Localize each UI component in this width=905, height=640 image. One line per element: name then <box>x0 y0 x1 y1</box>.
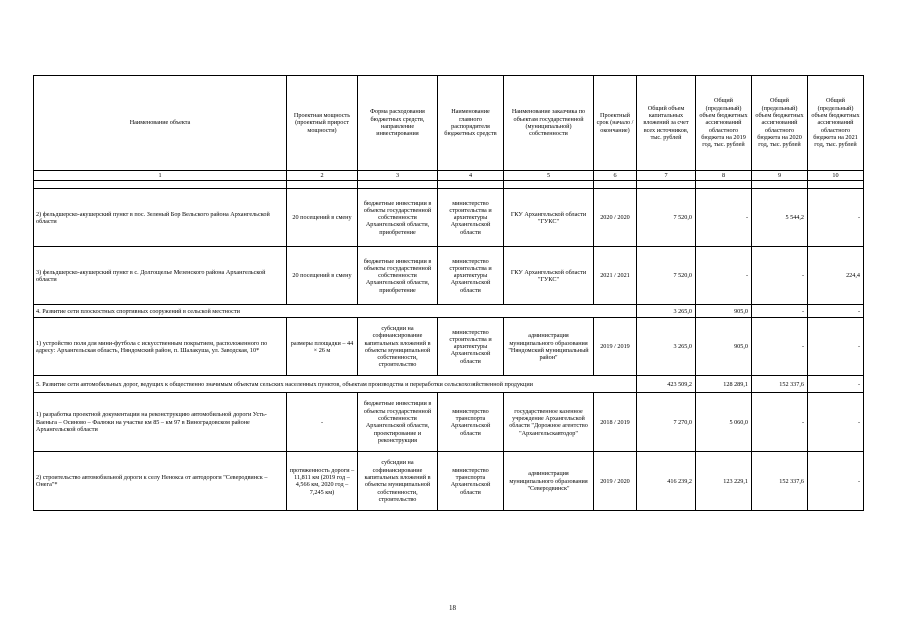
form-cell: бюджетные инвестиции в объекты государственной собственности Архангельской области, приобретение <box>358 247 438 305</box>
header-cell: Наименование объекта <box>34 76 287 171</box>
form-cell: субсидии на софинансирование капитальных вложений в объекты муниципальной собственности, строительство <box>358 318 438 376</box>
y2020-cell: - <box>752 318 808 376</box>
y2021-cell: - <box>808 393 864 452</box>
header-cell: Общий объем капитальных вложений за счет всех источников, тыс. рублей <box>637 76 696 171</box>
object-name: 2) фельдшерско-акушерский пункт в пос. Зеленый Бор Вельского района Архангельской области <box>34 189 287 247</box>
table-row <box>34 393 864 452</box>
column-number: 3 <box>358 171 438 181</box>
total-cell: 3 265,0 <box>637 305 696 318</box>
page-number: 18 <box>449 604 456 612</box>
table-row <box>34 247 864 305</box>
y2020-cell: - <box>752 393 808 452</box>
column-number-row <box>34 171 864 181</box>
y2020-cell: - <box>752 305 808 318</box>
column-number: 10 <box>808 171 864 181</box>
column-number: 7 <box>637 171 696 181</box>
object-name: 2) строительство автомобильной дороги к селу Ненокса от автодороги "Северодвинск – Онега"* <box>34 452 287 511</box>
y2019-cell: 5 060,0 <box>696 393 752 452</box>
y2019-cell: 905,0 <box>696 305 752 318</box>
customer-cell: государственное казенное учреждение Архангельской области "Дорожное агентство "Архангельскавтодор" <box>504 393 594 452</box>
total-cell: 7 270,0 <box>637 393 696 452</box>
y2021-cell: - <box>808 452 864 511</box>
total-cell: 7 520,0 <box>637 247 696 305</box>
section-title: 5. Развитие сети автомобильных дорог, ведущих к общественно значимым объектам сельских населенных пунктов, объектам производства и переработки сельскохозяйственной продукции <box>34 376 637 393</box>
total-cell: 423 509,2 <box>637 376 696 393</box>
manager-cell: министерство транспорта Архангельской области <box>438 393 504 452</box>
customer-cell: ГКУ Архангельской области "ГУКС" <box>504 189 594 247</box>
customer-cell: ГКУ Архангельской области "ГУКС" <box>504 247 594 305</box>
capacity-cell: 20 посещений в смену <box>287 189 358 247</box>
section-row <box>34 376 864 393</box>
y2019-cell: - <box>696 247 752 305</box>
total-cell: 3 265,0 <box>637 318 696 376</box>
total-cell: 416 239,2 <box>637 452 696 511</box>
column-number: 9 <box>752 171 808 181</box>
y2020-cell: 152 337,6 <box>752 376 808 393</box>
y2020-cell: 152 337,6 <box>752 452 808 511</box>
capacity-cell: - <box>287 393 358 452</box>
term-cell: 2021 / 2021 <box>594 247 637 305</box>
term-cell: 2020 / 2020 <box>594 189 637 247</box>
y2021-cell: 224,4 <box>808 247 864 305</box>
column-number: 6 <box>594 171 637 181</box>
y2021-cell: - <box>808 376 864 393</box>
y2021-cell: - <box>808 305 864 318</box>
term-cell: 2018 / 2019 <box>594 393 637 452</box>
y2020-cell: - <box>752 247 808 305</box>
object-name: 1) устройство поля для мини-футбола с искусственным покрытием, расположенного по адресу: Архангельская область, Няндомский район, п. Шалакуша, ул. Заводская, 10* <box>34 318 287 376</box>
y2019-cell: 128 289,1 <box>696 376 752 393</box>
form-cell: бюджетные инвестиции в объекты государственной собственности Архангельской области, приобретение <box>358 189 438 247</box>
manager-cell: министерство строительства и архитектуры Архангельской области <box>438 247 504 305</box>
customer-cell: администрация муниципального образования "Северодвинск" <box>504 452 594 511</box>
capacity-cell: 20 посещений в смену <box>287 247 358 305</box>
y2019-cell: 905,0 <box>696 318 752 376</box>
object-name: 1) разработка проектной документации на реконструкцию автомобильной дороги Усть-Ваеньга – Осиново – Фалюки на участке км 85 – км 97 в Виноградовском районе Архангельской области <box>34 393 287 452</box>
header-row <box>34 76 864 171</box>
header-cell: Проектная мощность (проектный прирост мощности) <box>287 76 358 171</box>
manager-cell: министерство строительства и архитектуры Архангельской области <box>438 189 504 247</box>
manager-cell: министерство строительства и архитектуры Архангельской области <box>438 318 504 376</box>
object-name: 3) фельдшерско-акушерский пункт в с. Долгощелье Мезенского района Архангельской области <box>34 247 287 305</box>
total-cell: 7 520,0 <box>637 189 696 247</box>
capacity-cell: размеры площадки – 44 × 26 м <box>287 318 358 376</box>
budget-table <box>33 75 864 511</box>
y2020-cell: 5 544,2 <box>752 189 808 247</box>
column-number: 1 <box>34 171 287 181</box>
manager-cell: министерство транспорта Архангельской области <box>438 452 504 511</box>
table-row <box>34 452 864 511</box>
column-number: 2 <box>287 171 358 181</box>
header-cell: Общий (предельный) объем бюджетных ассигнований областного бюджета на 2019 год, тыс. рублей <box>696 76 752 171</box>
table-row <box>34 318 864 376</box>
term-cell: 2019 / 2019 <box>594 318 637 376</box>
column-number: 5 <box>504 171 594 181</box>
y2019-cell: - <box>696 189 752 247</box>
header-cell: Наименование заказчика по объектам государственной (муниципальной) собственности <box>504 76 594 171</box>
section-title: 4. Развитие сети плоскостных спортивных сооружений в сельской местности <box>34 305 637 318</box>
form-cell: бюджетные инвестиции в объекты государственной собственности Архангельской области, проектирование и реконструкция <box>358 393 438 452</box>
capacity-cell: протяженность дороги – 11,811 км (2019 год – 4,566 км, 2020 год – 7,245 км) <box>287 452 358 511</box>
term-cell: 2019 / 2020 <box>594 452 637 511</box>
spacer-row <box>34 181 864 189</box>
header-cell: Общий (предельный) объем бюджетных ассигнований областного бюджета на 2021 год, тыс. рублей <box>808 76 864 171</box>
y2021-cell: - <box>808 318 864 376</box>
header-cell: Проектный срок (начало / окончание) <box>594 76 637 171</box>
header-cell: Общий (предельный) объем бюджетных ассигнований областного бюджета на 2020 год, тыс. рублей <box>752 76 808 171</box>
column-number: 8 <box>696 171 752 181</box>
table-row <box>34 189 864 247</box>
section-row <box>34 305 864 318</box>
column-number: 4 <box>438 171 504 181</box>
y2019-cell: 123 229,1 <box>696 452 752 511</box>
header-cell: Форма расходования бюджетных средств, направление инвестирования <box>358 76 438 171</box>
header-cell: Наименование главного распорядителя бюджетных средств <box>438 76 504 171</box>
form-cell: субсидии на софинансирование капитальных вложений в объекты муниципальной собственности, строительство <box>358 452 438 511</box>
y2021-cell: - <box>808 189 864 247</box>
customer-cell: администрация муниципального образования "Няндомский муниципальный район" <box>504 318 594 376</box>
